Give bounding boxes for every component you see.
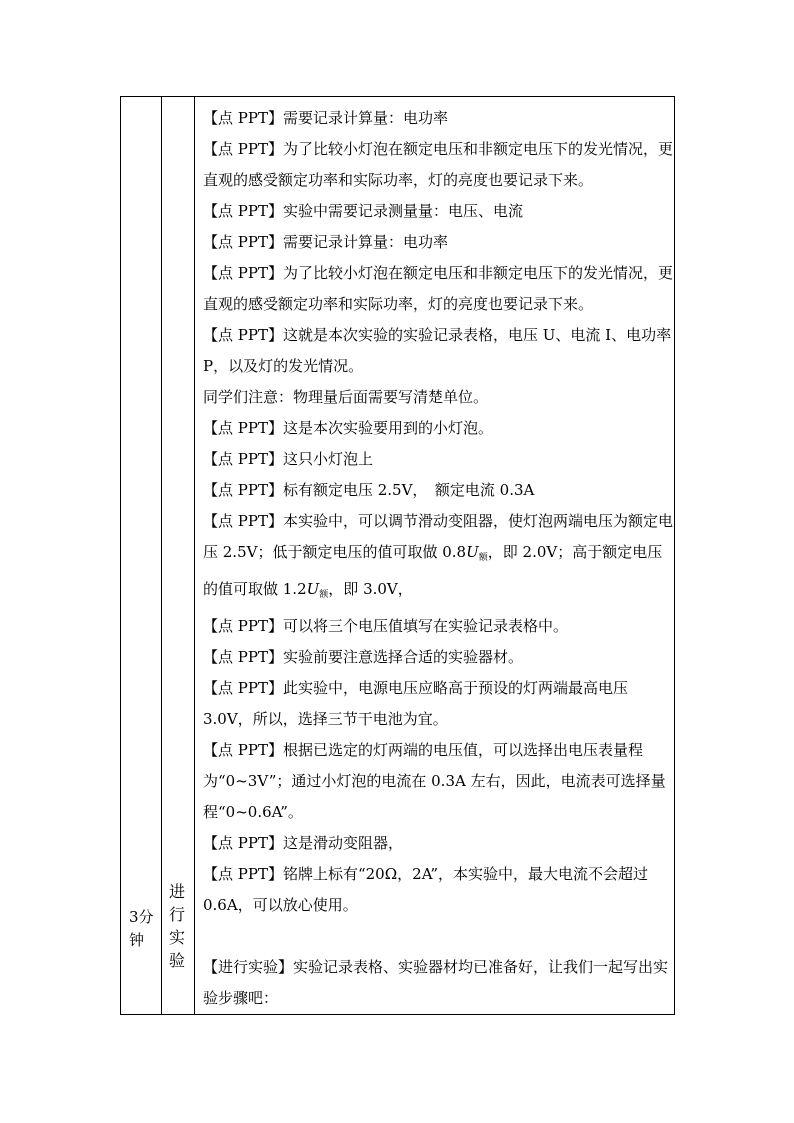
subscript-rated-1: 额 (478, 553, 488, 563)
paragraph-equipment: 【点 PPT】实验前要注意选择合适的实验器材。 (203, 648, 523, 666)
paragraph-fill-table: 【点 PPT】可以将三个电压值填写在实验记录表格中。 (203, 617, 568, 635)
paragraph-meter-range: 【点 PPT】根据已选定的灯两端的电压值，可以选择出电压表量程为“0~3V”；通过小灯泡的电流在 0.3A 左右，因此，电流表可选择量程“0~0.6A”。 (203, 741, 666, 821)
paragraph-power-supply: 【点 PPT】此实验中，电源电压应略高于预设的灯两端最高电压 3.0V，所以，选择三节干电池为宜。 (203, 679, 628, 728)
time-label: 3分钟 (129, 908, 154, 949)
paragraph-rheostat: 【点 PPT】这是滑动变阻器， (203, 834, 403, 852)
paragraph-record-table: 【点 PPT】这就是本次实验的实验记录表格，电压 U、电流 I、电功率 P，以及灯的发光情况。 (203, 326, 672, 375)
content-body (195, 97, 674, 1014)
paragraph-bulb-label: 【点 PPT】这只小灯泡上 (203, 450, 373, 468)
paragraph-record-power: 【点 PPT】需要记录计算量：电功率 (203, 109, 448, 127)
paragraph-units-note: 同学们注意：物理量后面需要写清楚单位。 (203, 388, 489, 406)
paragraph-conduct-experiment: 【进行实验】实验记录表格、实验器材均已准备好，让我们一起写出实验步骤吧： (203, 958, 669, 1007)
paragraph-bulb: 【点 PPT】这是本次实验要用到的小灯泡。 (203, 419, 493, 437)
time-cell (121, 97, 162, 1015)
content-cell (195, 97, 675, 1015)
paragraph-voltage-choice (203, 506, 674, 611)
paragraph-rated-values: 【点 PPT】标有额定电压 2.5V， 额定电流 0.3A (203, 481, 535, 499)
paragraph-nameplate: 【点 PPT】铭牌上标有“20Ω，2A”，本实验中，最大电流不会超过 0.6A，可以放心使用。 (203, 865, 648, 914)
lesson-plan-table (120, 96, 675, 1015)
subscript-rated-2: 额 (319, 590, 329, 600)
voltage-text-2: ，即 2.0V；高于额定电压的值可取做 1.2 (203, 543, 663, 598)
voltage-text-3: ，即 3.0V， (328, 580, 413, 598)
paragraph-record-power-2: 【点 PPT】需要记录计算量：电功率 (203, 233, 448, 251)
paragraph-brightness: 【点 PPT】为了比较小灯泡在额定电压和非额定电压下的发光情况，更直观的感受额定功率和实际功率，灯的亮度也要记录下来。 (203, 140, 673, 189)
symbol-u-2: U (306, 580, 320, 598)
stage-label: 进行实验 (169, 882, 186, 970)
stage-cell (162, 97, 195, 1015)
paragraph-brightness-2: 【点 PPT】为了比较小灯泡在额定电压和非额定电压下的发光情况，更直观的感受额定功率和实际功率，灯的亮度也要记录下来。 (203, 264, 673, 313)
voltage-text-1: 【点 PPT】本实验中，可以调节滑动变阻器，使灯泡两端电压为额定电压 2.5V；低于额定电压的值可取做 0.8 (203, 512, 673, 561)
blank-line (203, 921, 674, 952)
paragraph-measured-quantities: 【点 PPT】实验中需要记录测量量：电压、电流 (203, 202, 523, 220)
table-row (121, 97, 675, 1015)
symbol-u-1: U (466, 543, 479, 561)
